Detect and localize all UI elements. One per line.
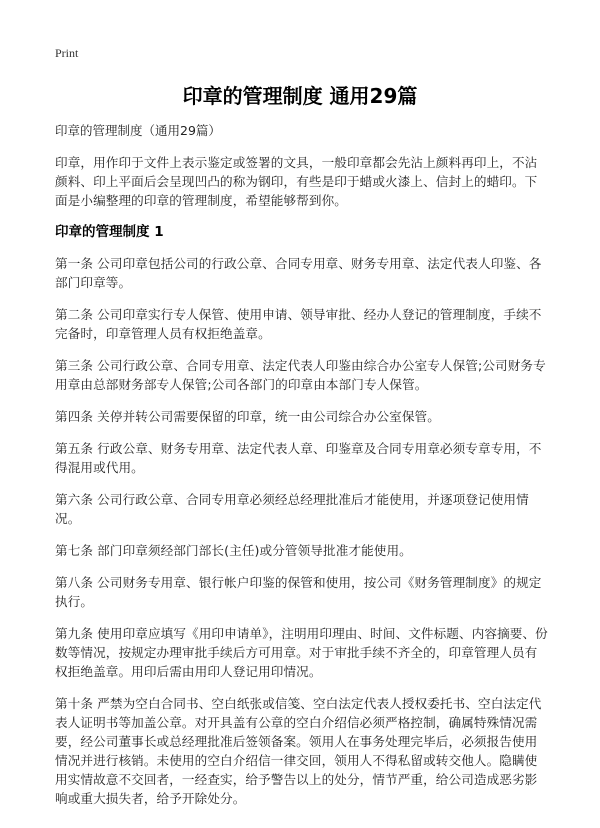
page-title: 印章的管理制度 通用29篇 (182, 84, 418, 108)
article-3: 第三条 公司行政公章、合同专用章、法定代表人印鉴由综合办公室专人保管;公司财务专用章由总部财务部专人保管;公司各部门的印章由本部门专人保管。 (55, 358, 546, 392)
intro-paragraph: 印章，用作印于文件上表示鉴定或签署的文具，一般印章都会先沾上颜料再印上，不沾颜料、印上平面后会呈现凹凸的称为钢印，有些是印于蜡或火漆上、信封上的蜡印。下面是小编整理的印章的管理制度，希望能够帮到你。 (55, 155, 538, 208)
article-6: 第六条 公司行政公章、合同专用章必须经总经理批准后才能使用，并逐项登记使用情况。 (55, 492, 529, 526)
article-2: 第二条 公司印章实行专人保管、使用申请、领导审批、经办人登记的管理制度，手续不完备时，印章管理人员有权拒绝盖章。 (55, 307, 542, 341)
section-heading: 印章的管理制度 1 (55, 224, 164, 240)
article-4: 第四条 关停并转公司需要保留的印章，统一由公司综合办公室保管。 (55, 409, 440, 424)
article-10: 第十条 严禁为空白合同书、空白纸张或信笺、空白法定代表人授权委托书、空白法定代表人证明书等加盖公章。对开具盖有公章的空白介绍信必须严格控制，确属特殊情况需要，经公司董事长或总经理批准后签领备案。领用人在事务处理完毕后，必须报告使用情况并进行核销。未使用的空白介绍信一律交回，领用人不得私留或转交他人。隐瞒使用实情故意不交回者，一经查实，给予警告以上的处分，情节严重，给公司造成恶劣影响或重大损失者，给予开除处分。 (55, 696, 542, 806)
article-9: 第九条 使用印章应填写《用印申请单》，注明用印理由、时间、文件标题、内容摘要、份数等情况，按规定办理审批手续后方可用章。对于审批手续不齐全的，印章管理人员有权拒绝盖章。用印后需由用印人登记用印情况。 (55, 626, 548, 679)
article-1: 第一条 公司印章包括公司的行政公章、合同专用章、财务专用章、法定代表人印鉴、各部门印章等。 (55, 256, 542, 290)
print-link[interactable]: Print (55, 46, 79, 60)
document-body (55, 122, 550, 821)
article-8: 第八条 公司财务专用章、银行帐户印鉴的保管和使用，按公司《财务管理制度》的规定执行。 (55, 575, 542, 609)
article-5: 第五条 行政公章、财务专用章、法定代表人章、印鉴章及合同专用章必须专章专用，不得混用或代用。 (55, 441, 542, 475)
article-7: 第七条 部门印章须经部门部长(主任)或分管领导批准才能使用。 (55, 543, 412, 558)
doc-subtitle: 印章的管理制度（通用29篇） (55, 123, 221, 138)
